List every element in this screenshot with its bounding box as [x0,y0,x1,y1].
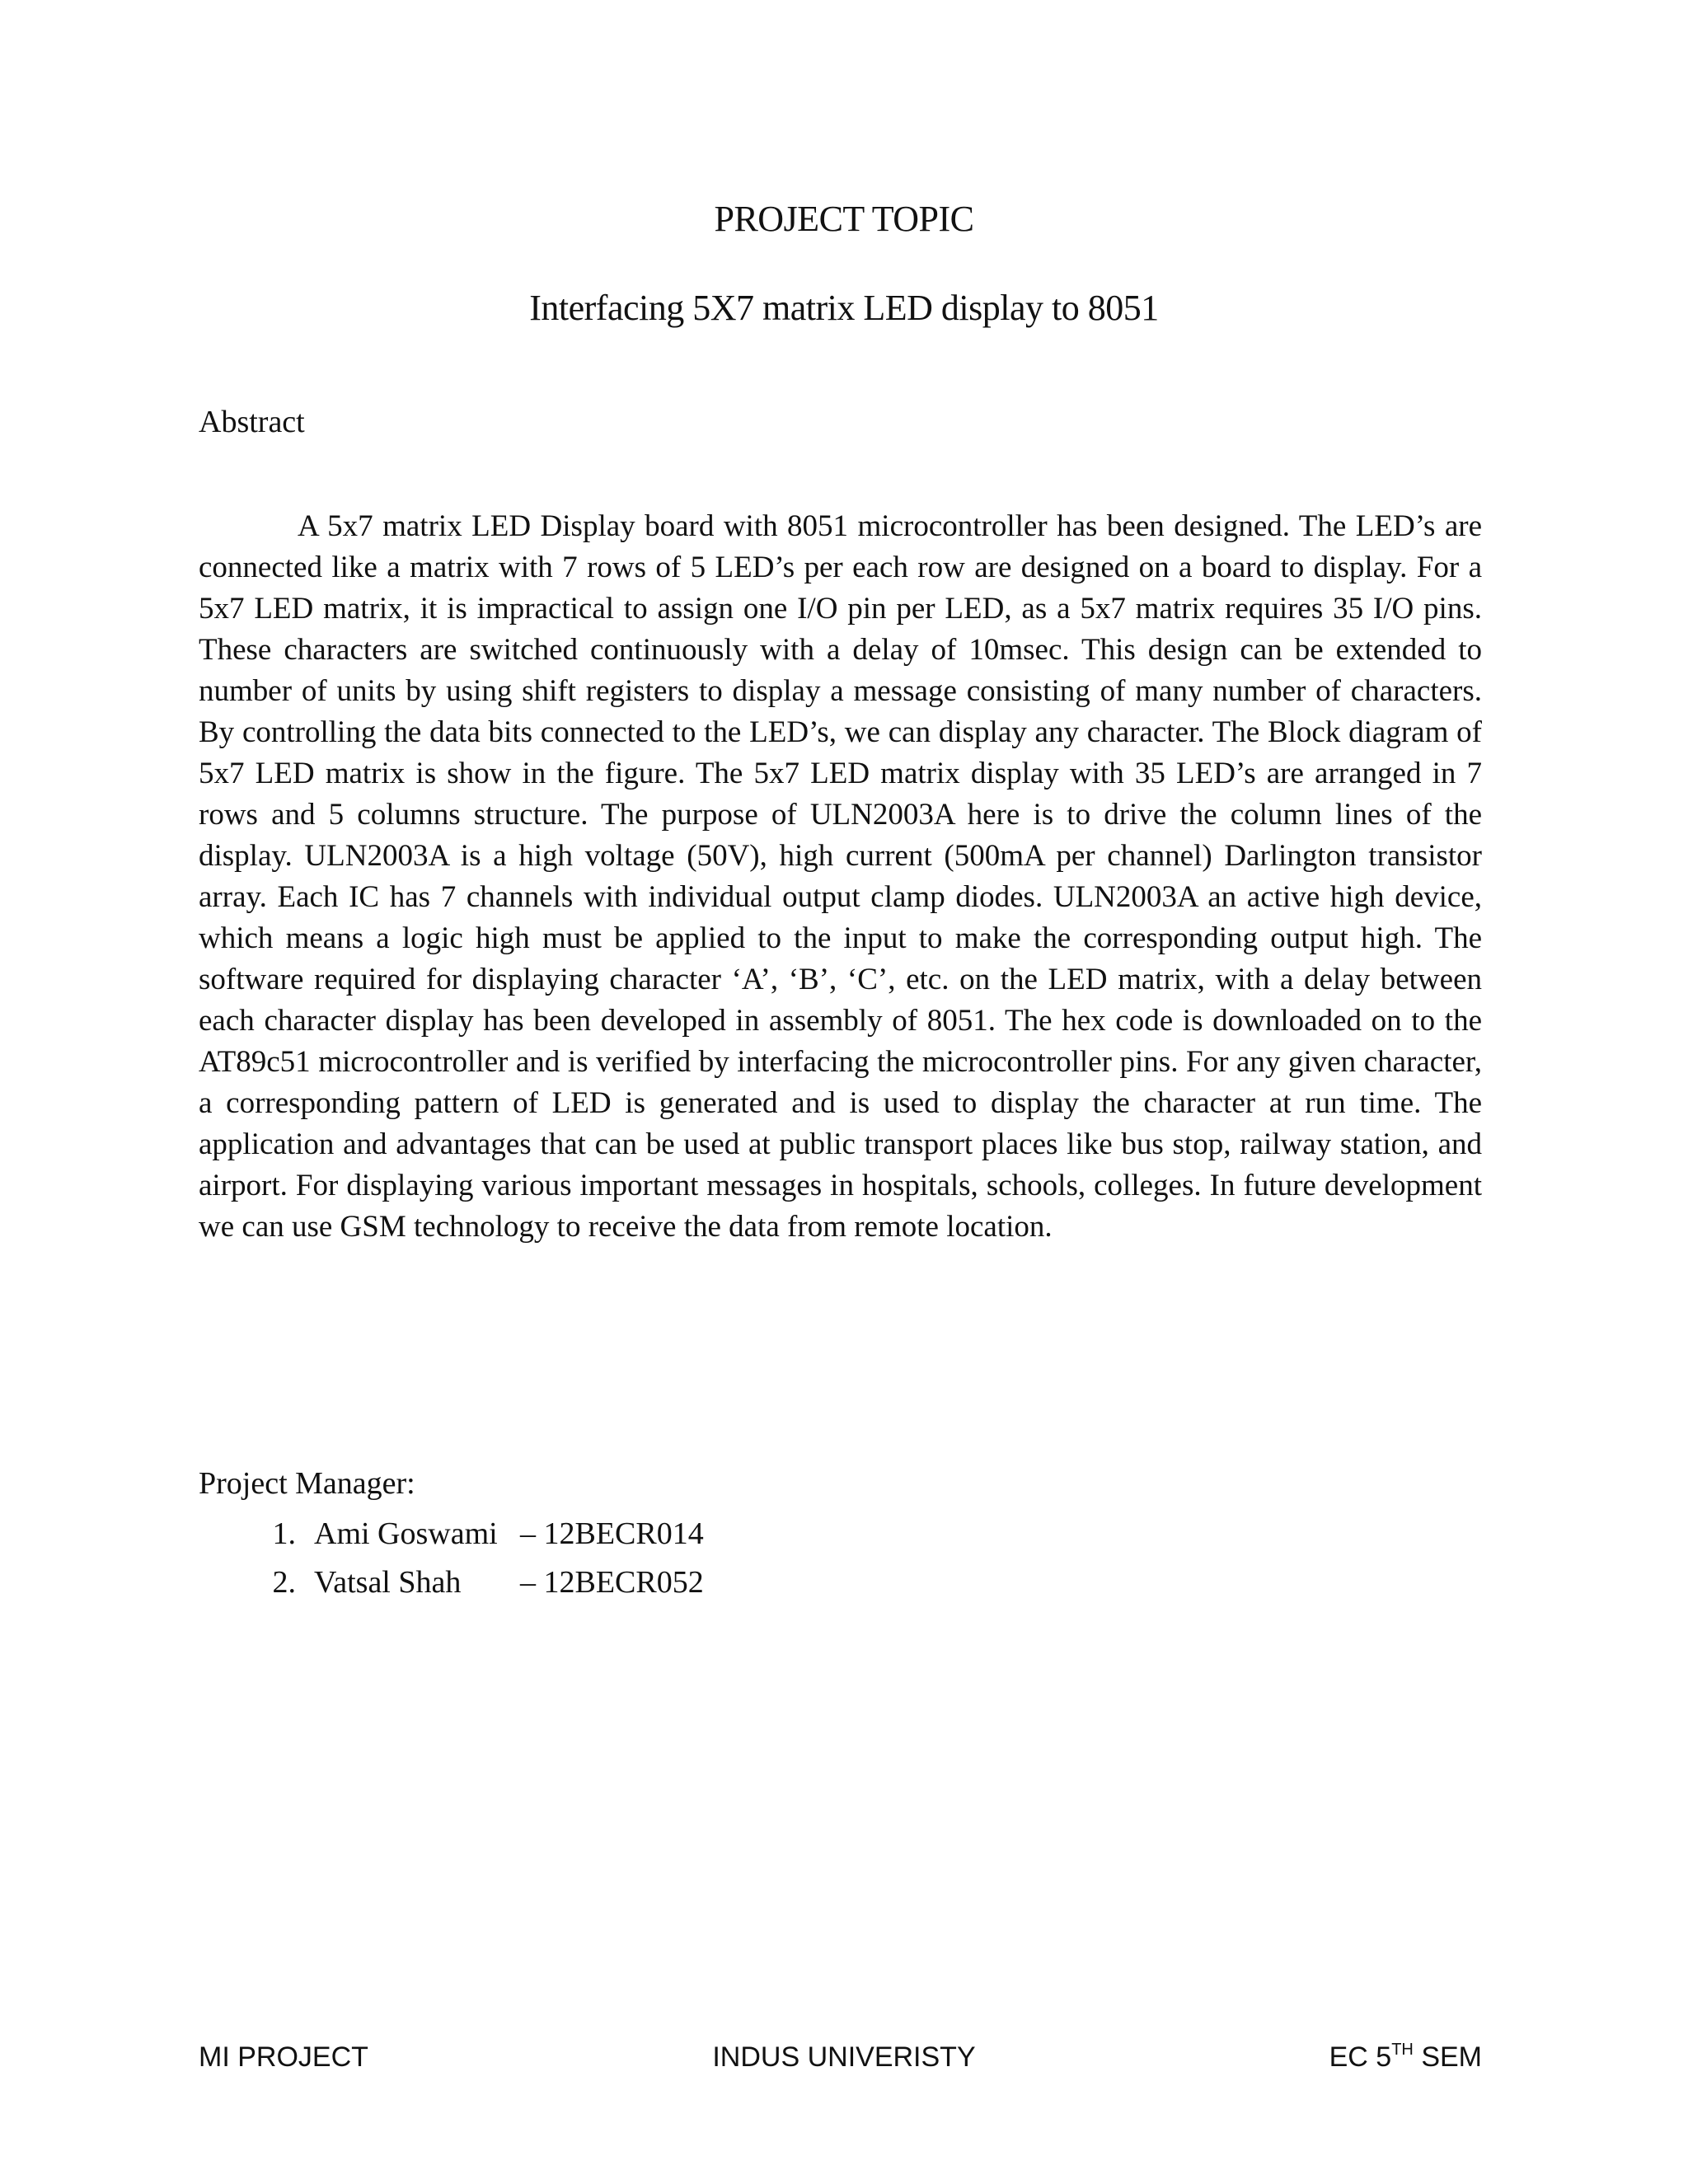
member-number: 2. [272,1565,296,1600]
footer-left: MI PROJECT [199,2041,368,2073]
member-name: Vatsal Shah [314,1565,462,1600]
abstract-body: A 5x7 matrix LED Display board with 8051 microcontroller has been designed. The LED’s are connected like a matrix with 7 rows of 5 LED’s per each row are designed on a board to display. For a 5x7 LED matrix, it is impractical to assign one I/O pin per LED, as a 5x7 matrix requires 35 I/O pins. These characters are switched continuously with a delay of 10msec. This design can be extended to number of units by using shift registers to display a message consisting of many number of characters. By controlling the data bits connected to the LED’s, we can display any character. The Block diagram of 5x7 LED matrix is show in the figure. The 5x7 LED matrix display with 35 LED’s are arranged in 7 rows and 5 columns structure. The purpose of ULN2003A here is to drive the column lines of the display. ULN2003A is a high voltage (50V), high current (500mA per channel) Darlington transistor array. Each IC has 7 channels with individual output clamp diodes. ULN2003A an active high device, which means a logic high must be applied to the input to make the corresponding output high. The software required for displaying character ‘A’, ‘B’, ‘C’, etc. on the LED matrix, with a delay between each character display has been developed in assembly of 8051. The hex code is downloaded on to the AT89c51 microcontroller and is verified by interfacing the microcontroller pins. For any given character, a corresponding pattern of LED is generated and is used to display the character at run time. The application and advantages that can be used at public transport places like bus stop, railway station, and airport. For displaying various important messages in hospitals, schools, colleges. In future development we can use GSM technology to receive the data from remote location. [199,509,1482,1244]
page-subtitle: Interfacing 5X7 matrix LED display to 8051 [529,288,1159,328]
member-list-item [199,1563,704,1602]
project-manager-label: Project Manager: [199,1466,415,1501]
page-title: PROJECT TOPIC [714,199,974,239]
footer-center: INDUS UNIVERISTY [712,2041,976,2073]
abstract-heading: Abstract [199,405,305,439]
footer-right-sup: TH [1391,2041,1414,2059]
footer-right-prefix: EC 5 [1329,2041,1392,2073]
footer-right-suffix: SEM [1413,2041,1482,2073]
member-id: – 12BECR052 [520,1565,704,1600]
member-number: 1. [272,1516,296,1551]
member-list-item [199,1514,704,1554]
footer-right [1329,2039,1482,2075]
member-id: – 12BECR014 [520,1516,704,1551]
member-name: Ami Goswami [314,1516,498,1551]
